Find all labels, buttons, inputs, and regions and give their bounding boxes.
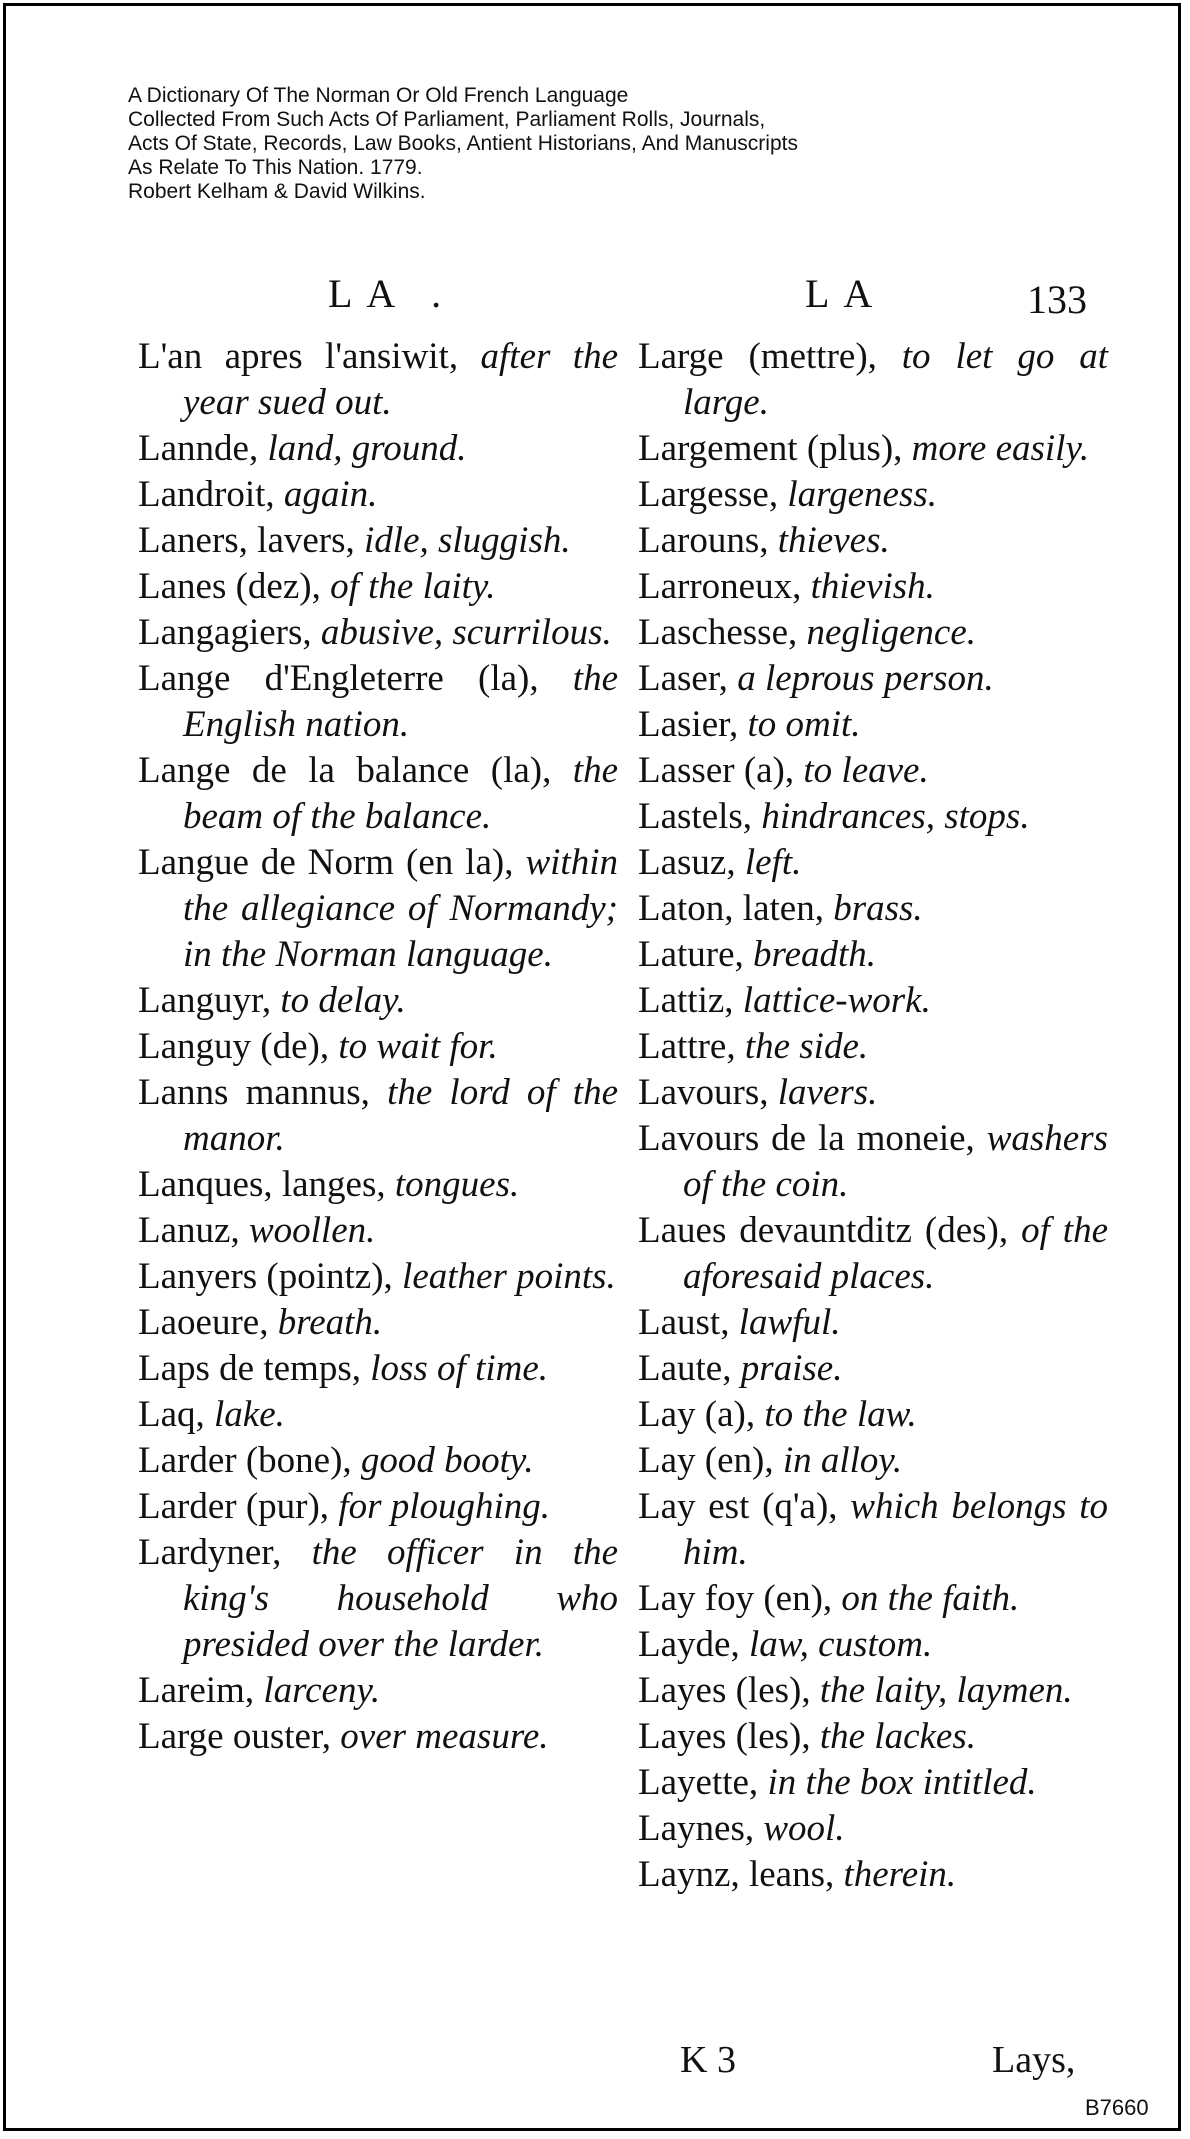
entry-definition: lavers. [777, 1072, 878, 1113]
entry-definition: left. [744, 842, 802, 883]
dictionary-entry [138, 1300, 618, 1346]
dictionary-entry [138, 610, 618, 656]
dictionary-entry [138, 1530, 618, 1668]
dictionary-entry [638, 1438, 1108, 1484]
entry-definition: of the aforesaid places. [683, 1210, 1109, 1297]
entry-headword: Lanes (dez), [138, 566, 321, 607]
dictionary-entry [138, 1070, 618, 1162]
entry-definition: praise. [740, 1348, 843, 1389]
entry-headword: Lardyner, [138, 1532, 282, 1573]
entry-headword: Lay (en), [638, 1440, 774, 1481]
dictionary-entry [138, 426, 618, 472]
dictionary-entry [638, 1116, 1108, 1208]
entry-definition: to let go at large. [683, 336, 1108, 423]
running-head-left: LA . [328, 271, 456, 316]
header-line: Robert Kelham & David Wilkins. [128, 180, 426, 203]
page-number: 133 [1027, 277, 1087, 322]
entry-definition: largeness. [787, 474, 938, 515]
dictionary-entry [638, 748, 1108, 794]
dictionary-entry [638, 1300, 1108, 1346]
dictionary-entry [138, 840, 618, 978]
entry-definition: lattice-work. [742, 980, 931, 1021]
dictionary-entry [638, 1392, 1108, 1438]
entry-definition: to leave. [803, 750, 929, 791]
entry-headword: Lange d'Engleterre (la), [138, 658, 539, 699]
entry-definition: to wait for. [338, 1026, 498, 1067]
entry-headword: Languy (de), [138, 1026, 330, 1067]
entry-definition: the side. [744, 1026, 869, 1067]
entry-headword: Lay est (q'a), [638, 1486, 838, 1527]
entry-headword: Laust, [638, 1302, 730, 1343]
catchword: Lays, [992, 2039, 1076, 2081]
entry-definition: the beam of the balance. [183, 750, 618, 837]
entry-headword: Layes (les), [638, 1670, 811, 1711]
entry-headword: Lanques, langes, [138, 1164, 386, 1205]
entry-headword: Lavours de la moneie, [638, 1118, 975, 1159]
entry-definition: to omit. [747, 704, 861, 745]
entry-definition: larceny. [263, 1670, 381, 1711]
header-line: Collected From Such Acts Of Parliament, Parliament Rolls, Journals, [128, 108, 766, 131]
dictionary-entry [138, 1714, 618, 1760]
entry-definition: idle, sluggish. [364, 520, 571, 561]
entry-headword: Lay foy (en), [638, 1578, 833, 1619]
dictionary-entry [638, 426, 1108, 472]
dictionary-entry [638, 978, 1108, 1024]
entry-definition: which belongs to him. [683, 1486, 1109, 1573]
entry-definition: loss of time. [370, 1348, 549, 1389]
entry-headword: Laynes, [638, 1808, 755, 1849]
dictionary-entry [638, 518, 1108, 564]
dictionary-entry [638, 932, 1108, 978]
header-line: As Relate To This Nation. 1779. [128, 156, 423, 179]
entry-headword: Larroneux, [638, 566, 802, 607]
entry-headword: Laser, [638, 658, 728, 699]
header-line: A Dictionary Of The Norman Or Old French Language [128, 84, 629, 107]
entry-headword: Largesse, [638, 474, 779, 515]
entry-headword: Landroit, [138, 474, 275, 515]
dictionary-entry [138, 1162, 618, 1208]
entry-definition: wool. [763, 1808, 845, 1849]
dictionary-entry [638, 656, 1108, 702]
entry-headword: Lastels, [638, 796, 753, 837]
entry-headword: Laton, laten, [638, 888, 824, 929]
dictionary-entry [638, 1070, 1108, 1116]
entry-definition: lake. [214, 1394, 285, 1435]
entry-definition: law, custom. [748, 1624, 933, 1665]
entry-definition: hindrances, stops. [761, 796, 1030, 837]
dictionary-entry [638, 1346, 1108, 1392]
dictionary-entry [138, 748, 618, 840]
catalog-stamp: B7660 [1085, 2095, 1149, 2120]
entry-definition: again. [283, 474, 378, 515]
entry-definition: washers of the coin. [683, 1118, 1108, 1205]
entry-definition: in alloy. [782, 1440, 903, 1481]
entry-headword: Layette, [638, 1762, 759, 1803]
dictionary-entry [638, 1760, 1108, 1806]
entry-definition: of the laity. [330, 566, 496, 607]
entry-definition: after the year sued out. [183, 336, 618, 423]
entry-definition: breadth. [753, 934, 877, 975]
entry-headword: Lange de la balance (la), [138, 750, 552, 791]
entry-definition: to delay. [280, 980, 406, 1021]
dictionary-entry [138, 1438, 618, 1484]
entry-headword: Lattre, [638, 1026, 736, 1067]
entry-headword: Laues devauntditz (des), [638, 1210, 1009, 1251]
left-column [138, 334, 618, 1760]
dictionary-entry [138, 1024, 618, 1070]
dictionary-entry [638, 1208, 1108, 1300]
entry-headword: Larouns, [638, 520, 769, 561]
dictionary-entry [638, 564, 1108, 610]
entry-definition: on the faith. [841, 1578, 1020, 1619]
entry-definition: the laity, laymen. [819, 1670, 1073, 1711]
entry-definition: a leprous person. [737, 658, 994, 699]
entry-definition: tongues. [394, 1164, 520, 1205]
entry-headword: Laynz, leans, [638, 1854, 835, 1895]
dictionary-entry [638, 1714, 1108, 1760]
dictionary-entry [638, 1806, 1108, 1852]
dictionary-entry [138, 472, 618, 518]
entry-definition: the lackes. [819, 1716, 976, 1757]
entry-headword: Lasser (a), [638, 750, 795, 791]
entry-headword: Lasier, [638, 704, 739, 745]
entry-definition: the English nation. [183, 658, 618, 745]
entry-headword: Laute, [638, 1348, 732, 1389]
entry-headword: Lanyers (pointz), [138, 1256, 393, 1297]
dictionary-entry [138, 1208, 618, 1254]
entry-headword: Lavours, [638, 1072, 769, 1113]
dictionary-entry [138, 1254, 618, 1300]
entry-definition: for ploughing. [338, 1486, 551, 1527]
entry-headword: Larder (pur), [138, 1486, 330, 1527]
entry-headword: Laq, [138, 1394, 205, 1435]
entry-definition: leather points. [402, 1256, 616, 1297]
entry-headword: Lasuz, [638, 842, 736, 883]
entry-headword: Lannde, [138, 428, 259, 469]
signature-mark: K 3 [680, 2039, 736, 2081]
entry-headword: Laps de temps, [138, 1348, 361, 1389]
entry-definition: woollen. [248, 1210, 376, 1251]
entry-headword: Langagiers, [138, 612, 312, 653]
dictionary-entry [638, 1484, 1108, 1576]
dictionary-entry [138, 1392, 618, 1438]
dictionary-entry [638, 1622, 1108, 1668]
entry-headword: Laschesse, [638, 612, 798, 653]
running-head-right: LA [805, 271, 887, 316]
entry-headword: Lattiz, [638, 980, 734, 1021]
dictionary-entry [138, 978, 618, 1024]
entry-definition: thieves. [777, 520, 890, 561]
entry-headword: Lanns mannus, [138, 1072, 370, 1113]
entry-headword: Laoeure, [138, 1302, 269, 1343]
book-header [128, 84, 798, 204]
entry-headword: Large ouster, [138, 1716, 332, 1757]
entry-headword: Lanuz, [138, 1210, 240, 1251]
entry-definition: land, ground. [267, 428, 467, 469]
dictionary-entry [638, 472, 1108, 518]
entry-headword: Layes (les), [638, 1716, 811, 1757]
entry-definition: thievish. [810, 566, 935, 607]
dictionary-entry [138, 518, 618, 564]
entry-headword: Lareim, [138, 1670, 255, 1711]
entry-definition: to the law. [764, 1394, 917, 1435]
entry-definition: good booty. [360, 1440, 534, 1481]
entry-definition: in the box intitled. [767, 1762, 1037, 1803]
header-line: Acts Of State, Records, Law Books, Antient Historians, And Manuscripts [128, 132, 798, 155]
entry-headword: Lature, [638, 934, 744, 975]
dictionary-entry [138, 1668, 618, 1714]
entry-headword: L'an apres l'ansiwit, [138, 336, 459, 377]
dictionary-entry [138, 564, 618, 610]
dictionary-entry [138, 334, 618, 426]
entry-definition: within the allegiance of Normandy; in the Norman language. [183, 842, 618, 975]
right-column [638, 334, 1108, 1898]
dictionary-entry [638, 1668, 1108, 1714]
entry-definition: therein. [843, 1854, 957, 1895]
entry-headword: Langue de Norm (en la), [138, 842, 514, 883]
entry-headword: Laners, lavers, [138, 520, 355, 561]
entry-headword: Layde, [638, 1624, 740, 1665]
entry-definition: breath. [277, 1302, 383, 1343]
entry-headword: Larder (bone), [138, 1440, 352, 1481]
dictionary-entry [638, 886, 1108, 932]
dictionary-entry [638, 610, 1108, 656]
dictionary-entry [638, 840, 1108, 886]
entry-headword: Large (mettre), [638, 336, 877, 377]
entry-definition: negligence. [806, 612, 976, 653]
entry-definition: the officer in the king's household who presided over the larder. [183, 1532, 618, 1665]
entry-definition: over measure. [340, 1716, 549, 1757]
dictionary-entry [638, 334, 1108, 426]
entry-headword: Lay (a), [638, 1394, 756, 1435]
entry-definition: lawful. [738, 1302, 841, 1343]
dictionary-entry [138, 1346, 618, 1392]
dictionary-entry [138, 656, 618, 748]
entry-definition: more easily. [911, 428, 1090, 469]
dictionary-entry [638, 702, 1108, 748]
dictionary-entry [638, 794, 1108, 840]
entry-definition: brass. [833, 888, 923, 929]
entry-headword: Languyr, [138, 980, 272, 1021]
dictionary-entry [138, 1484, 618, 1530]
dictionary-entry [638, 1852, 1108, 1898]
entry-definition: the lord of the manor. [183, 1072, 618, 1159]
dictionary-entry [638, 1024, 1108, 1070]
entry-definition: abusive, scurrilous. [320, 612, 612, 653]
dictionary-entry [638, 1576, 1108, 1622]
entry-headword: Largement (plus), [638, 428, 903, 469]
